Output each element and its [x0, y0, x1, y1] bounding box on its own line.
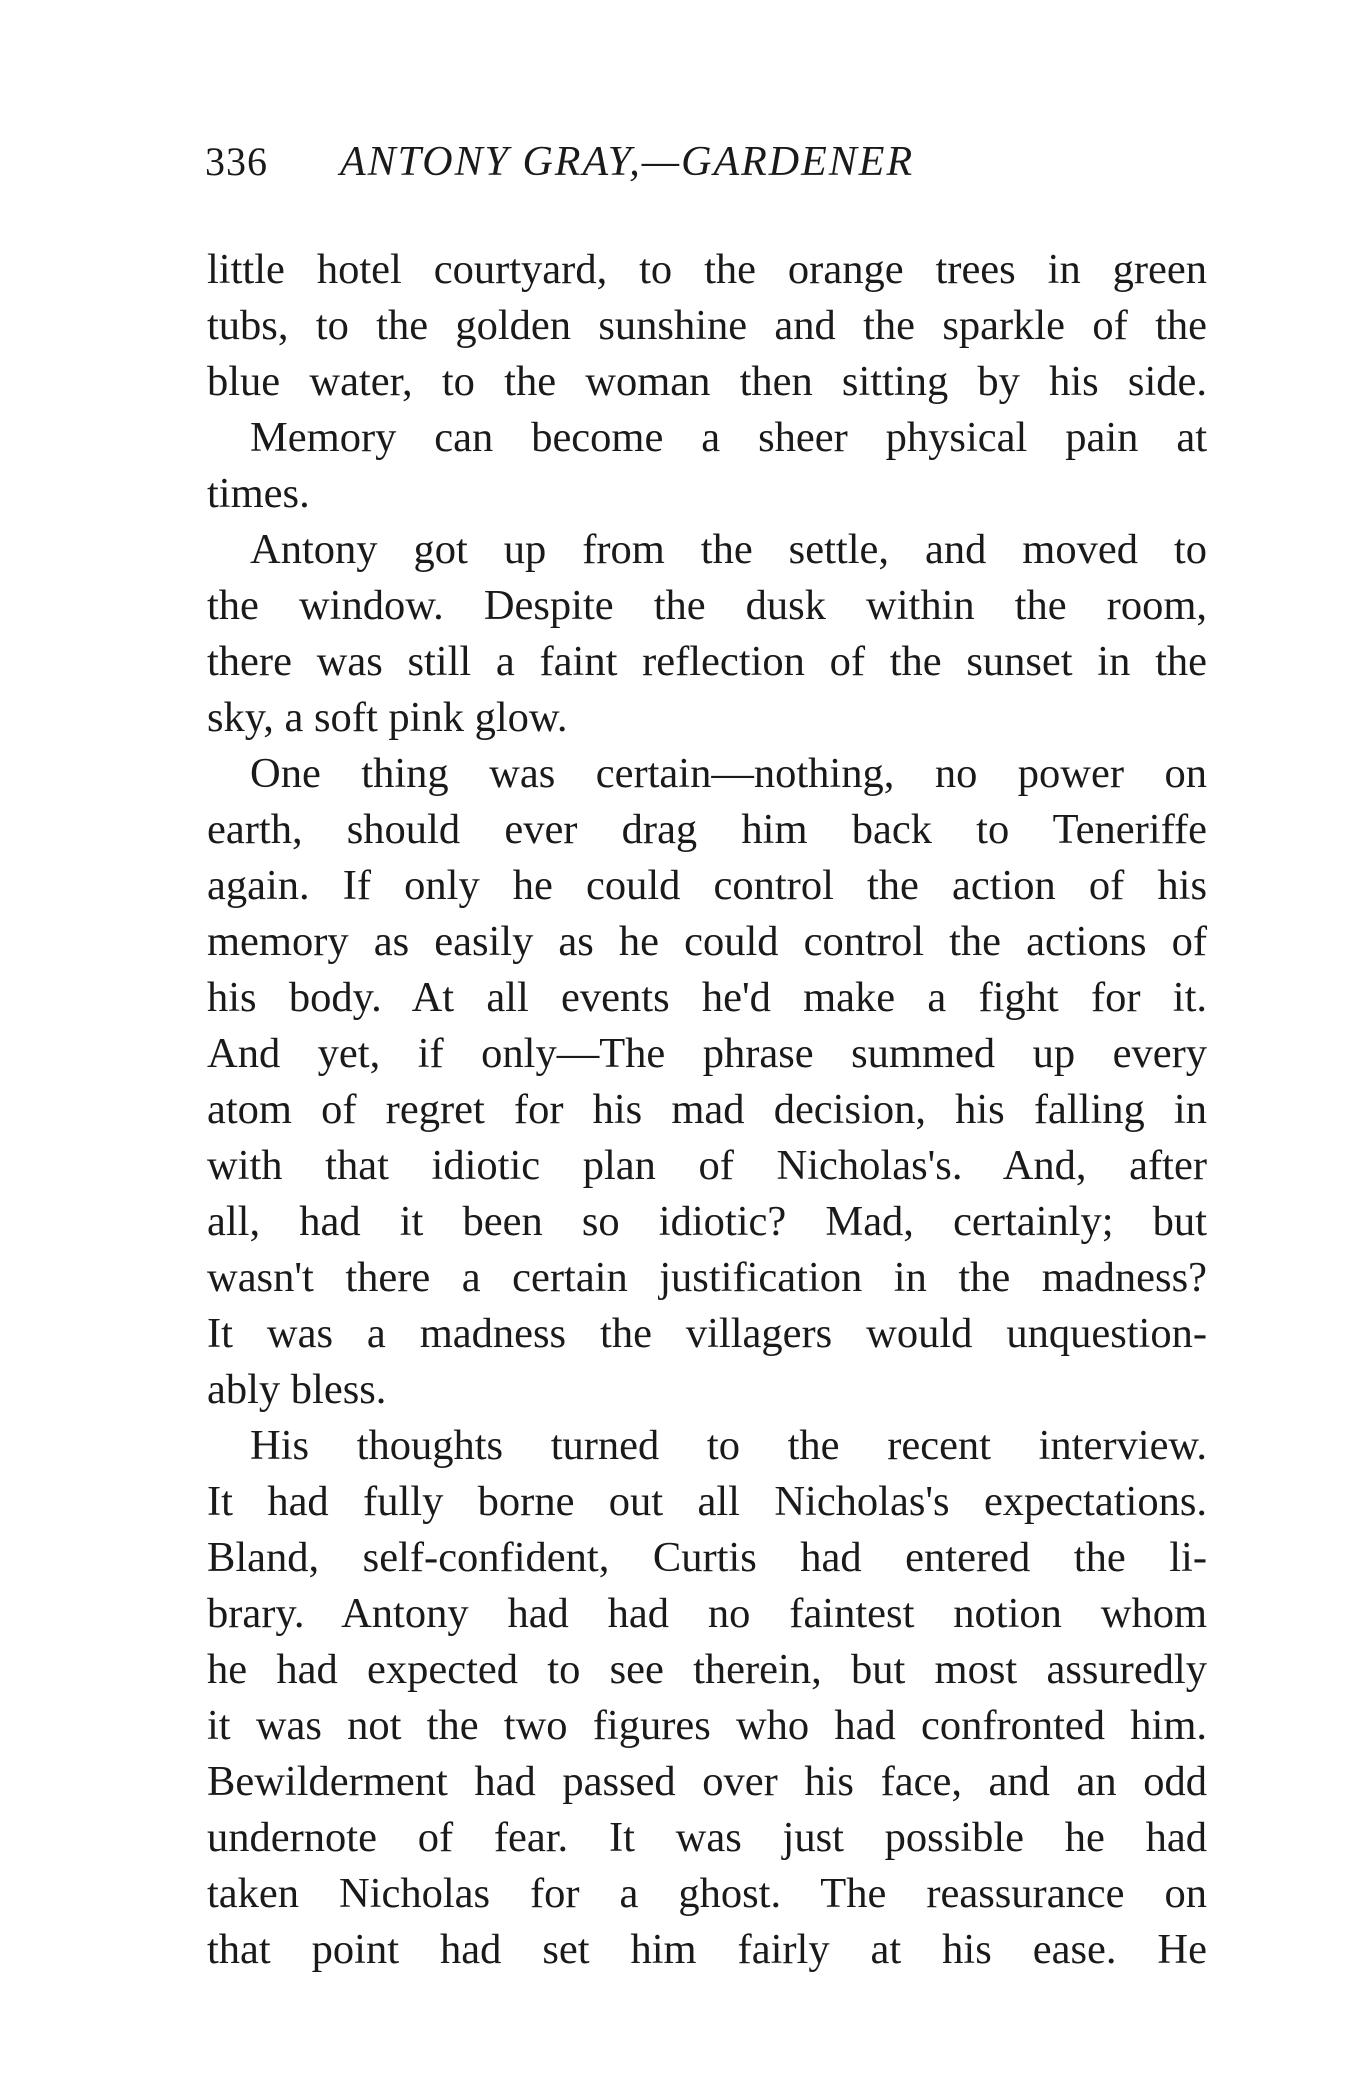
text-line: his body. At all events he'd make a fight for it. [207, 974, 1207, 1021]
text-line: sky, a soft pink glow. [207, 694, 568, 741]
text-line: brary. Antony had had no faintest notion whom [207, 1590, 1207, 1637]
text-line: again. If only he could control the action of his [207, 862, 1207, 909]
text-line: memory as easily as he could control the actions of [207, 918, 1207, 965]
text-line: Memory can become a sheer physical pain at [250, 414, 1207, 461]
text-line: atom of regret for his mad decision, his falling in [207, 1086, 1207, 1133]
text-line: One thing was certain—nothing, no power on [250, 750, 1207, 797]
text-line: it was not the two figures who had confronted him. [207, 1702, 1207, 1749]
text-line: His thoughts turned to the recent interview. [250, 1422, 1207, 1469]
text-line: undernote of fear. It was just possible he had [207, 1814, 1207, 1861]
text-line: that point had set him fairly at his ease. He [207, 1926, 1207, 1973]
running-head: ANTONY GRAY,—GARDENER [340, 139, 915, 185]
text-line: And yet, if only—The phrase summed up every [207, 1030, 1207, 1077]
text-line: all, had it been so idiotic? Mad, certainly; but [207, 1198, 1207, 1245]
text-line: little hotel courtyard, to the orange trees in green [207, 246, 1207, 293]
text-line: with that idiotic plan of Nicholas's. And, after [207, 1142, 1207, 1189]
text-line: ably bless. [207, 1366, 387, 1413]
text-line: earth, should ever drag him back to Teneriffe [207, 806, 1207, 853]
text-line: taken Nicholas for a ghost. The reassurance on [207, 1870, 1207, 1917]
text-line: there was still a faint reflection of the sunset in the [207, 638, 1207, 685]
text-line: wasn't there a certain justification in the madness? [207, 1254, 1207, 1301]
text-line: Bland, self-confident, Curtis had entered the li- [207, 1534, 1207, 1581]
text-line: Antony got up from the settle, and moved to [250, 526, 1207, 573]
text-line: times. [207, 470, 310, 517]
text-line: tubs, to the golden sunshine and the sparkle of the [207, 302, 1207, 349]
text-line: blue water, to the woman then sitting by his side. [207, 358, 1207, 405]
page-header [205, 138, 1125, 198]
text-line: he had expected to see therein, but most assuredly [207, 1646, 1207, 1693]
text-line: It was a madness the villagers would unquestion- [207, 1310, 1207, 1357]
text-line: It had fully borne out all Nicholas's expectations. [207, 1478, 1207, 1525]
text-line: Bewilderment had passed over his face, and an odd [207, 1758, 1207, 1805]
text-line: the window. Despite the dusk within the room, [207, 582, 1207, 629]
page-number: 336 [205, 139, 268, 184]
